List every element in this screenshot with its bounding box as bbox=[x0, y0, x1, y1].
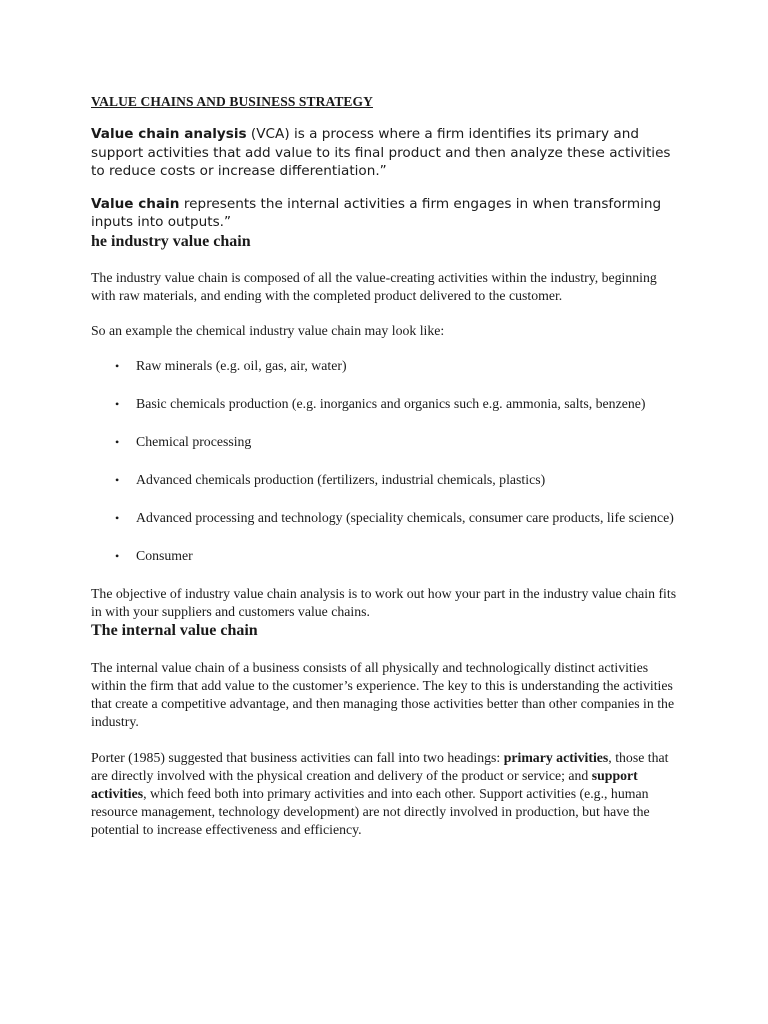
list-item-text: Chemical processing bbox=[136, 433, 252, 449]
vca-text: (VCA) is a process where a firm identifies its primary and support activities that add value to its final product and then analyze these activities to reduce costs or increase differentiation.” bbox=[91, 126, 671, 179]
vca-definition bbox=[91, 125, 681, 181]
primary-activities-term: primary activities bbox=[503, 749, 609, 765]
objective-paragraph: The objective of industry value chain analysis is to work out how your part in the industry value chain fits in with your suppliers and customers value chains. bbox=[91, 585, 677, 619]
industry-value-chain-heading: he industry value chain bbox=[91, 232, 251, 250]
bullet-icon: • bbox=[115, 358, 120, 373]
list-item-text: Basic chemicals production (e.g. inorganics and organics such e.g. ammonia, salts, benzene) bbox=[136, 395, 646, 411]
document-title: VALUE CHAINS AND BUSINESS STRATEGY bbox=[91, 94, 373, 109]
bullet-icon: • bbox=[115, 510, 120, 525]
value-chain-definition bbox=[91, 195, 681, 232]
porter-text-3: , which feed both into primary activities and into each other. Support activities (e.g., human resource management, technology development) are not directly involved in production, but have the potential to increase effectiveness and efficiency. bbox=[91, 785, 650, 837]
list-item bbox=[91, 547, 681, 565]
list-item-text: Raw minerals (e.g. oil, gas, air, water) bbox=[136, 357, 347, 373]
list-item-text: Advanced chemicals production (fertilizers, industrial chemicals, plastics) bbox=[136, 471, 546, 487]
list-item-text: Advanced processing and technology (speciality chemicals, consumer care products, life science) bbox=[136, 509, 674, 525]
chemical-value-chain-list bbox=[91, 357, 681, 565]
list-item bbox=[91, 357, 681, 375]
document-page bbox=[91, 94, 681, 839]
internal-value-chain-heading: The internal value chain bbox=[91, 621, 258, 639]
support-activities-term: support activities bbox=[91, 767, 638, 801]
bullet-icon: • bbox=[115, 396, 120, 411]
industry-value-chain-paragraph: The industry value chain is composed of all the value-creating activities within the industry, beginning with raw materials, and ending with the completed product delivered to the customer. bbox=[91, 269, 657, 303]
list-item bbox=[91, 471, 681, 489]
vca-term: Value chain analysis bbox=[91, 126, 247, 142]
list-item bbox=[91, 433, 681, 451]
list-item bbox=[91, 395, 681, 413]
list-item-text: Consumer bbox=[136, 547, 193, 563]
list-item bbox=[91, 509, 681, 527]
porter-paragraph bbox=[91, 749, 681, 839]
value-chain-text: represents the internal activities a firm engages in when transforming inputs into outputs.” bbox=[91, 195, 662, 230]
porter-text-1: Porter (1985) suggested that business activities can fall into two headings: bbox=[91, 749, 504, 765]
bullet-icon: • bbox=[115, 434, 120, 449]
bullet-icon: • bbox=[115, 548, 120, 563]
value-chain-term: Value chain bbox=[91, 195, 180, 212]
chemical-example-intro: So an example the chemical industry value chain may look like: bbox=[91, 322, 445, 338]
internal-value-chain-paragraph: The internal value chain of a business consists of all physically and technologically distinct activities within the firm that add value to the customer’s experience. The key to this is understanding the activities that create a competitive advantage, and then managing those activities better than other companies in the industry. bbox=[91, 659, 675, 729]
bullet-icon: • bbox=[115, 472, 120, 487]
porter-text-2: , those that are directly involved with the physical creation and delivery of the product or service; and bbox=[91, 749, 669, 783]
